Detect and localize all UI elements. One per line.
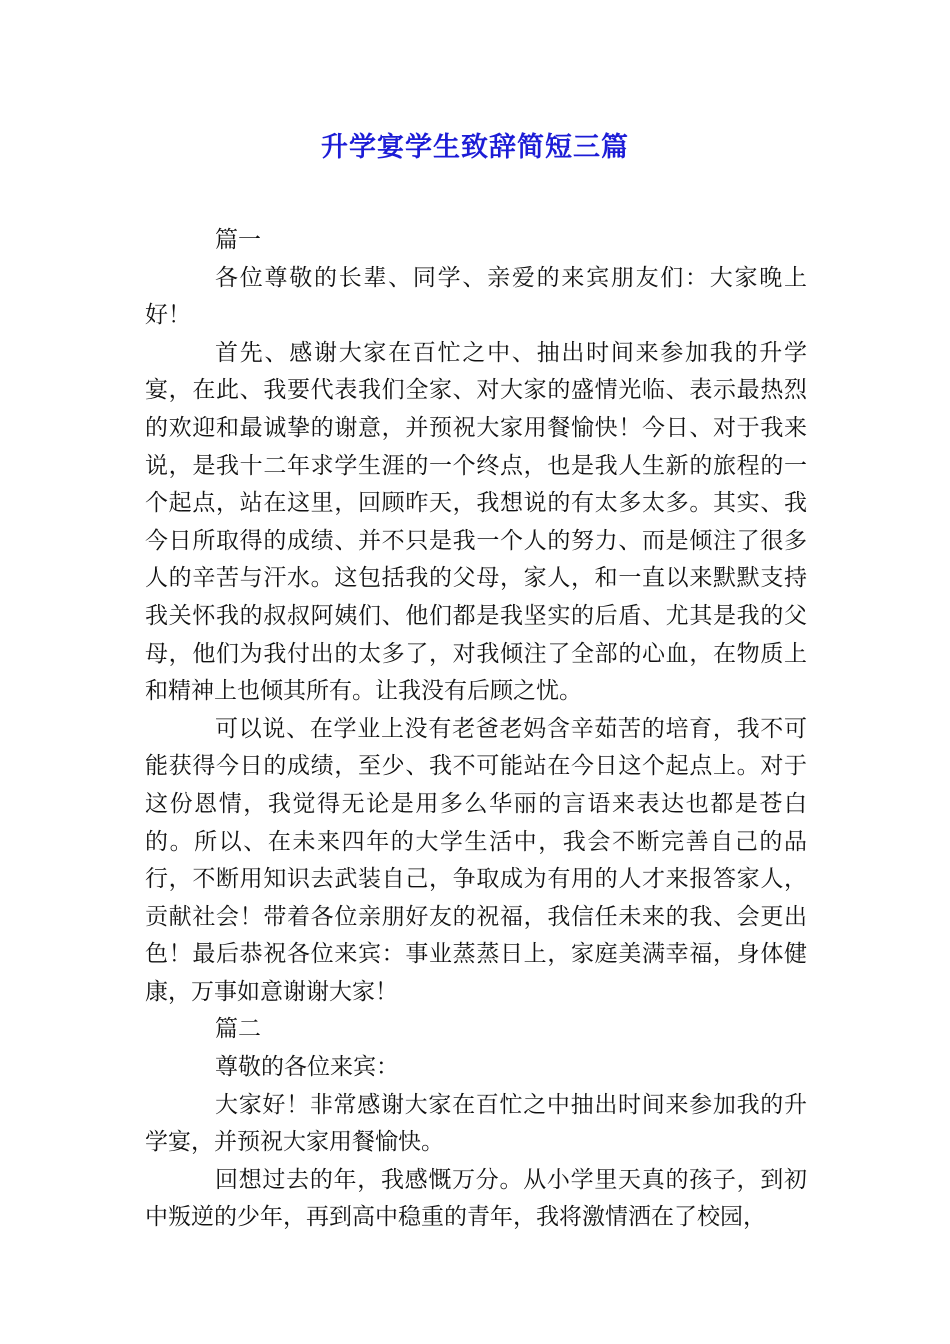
document-body	[145, 222, 807, 1237]
body-paragraph: 回想过去的年，我感慨万分。从小学里天真的孩子，到初中叛逆的少年，再到高中稳重的青年，我将激情洒在了校园，	[145, 1166, 807, 1231]
body-paragraph: 首先、感谢大家在百忙之中、抽出时间来参加我的升学宴，在此、我要代表我们全家、对大家的盛情光临、表示最热烈的欢迎和最诚挚的谢意，并预祝大家用餐愉快！今日、对于我来说，是我十二年求学生涯的一个终点，也是我人生新的旅程的一个起点，站在这里，回顾昨天，我想说的有太多太多。其实、我今日所取得的成绩、并不只是我一个人的努力、而是倾注了很多人的辛苦与汗水。这包括我的父母，家人，和一直以来默默支持我关怀我的叔叔阿姨们、他们都是我坚实的后盾、尤其是我的父母，他们为我付出的太多了，对我倾注了全部的心血，在物质上和精神上也倾其所有。让我没有后顾之忧。	[145, 339, 807, 705]
body-paragraph: 可以说、在学业上没有老爸老妈含辛茹苦的培育，我不可能获得今日的成绩，至少、我不可能站在今日这个起点上。对于这份恩情，我觉得无论是用多么华丽的言语来表达也都是苍白的。所以、在未来四年的大学生活中，我会不断完善自己的品行，不断用知识去武装自己，争取成为有用的人才来报答家人，贡献社会！带着各位亲朋好友的祝福，我信任未来的我、会更出色！最后恭祝各位来宾：事业蒸蒸日上，家庭美满幸福，身体健康，万事如意谢谢大家！	[145, 715, 807, 1005]
salutation-1: 各位尊敬的长辈、同学、亲爱的来宾朋友们：大家晚上好！	[145, 264, 807, 329]
section-heading-1: 篇一	[215, 227, 261, 253]
document-title: 升学宴学生致辞简短三篇	[321, 132, 629, 163]
section-heading-2: 篇二	[215, 1016, 261, 1043]
salutation-2: 尊敬的各位来宾：	[215, 1054, 399, 1081]
body-paragraph: 大家好！非常感谢大家在百忙之中抽出时间来参加我的升学宴，并预祝大家用餐愉快。	[145, 1091, 807, 1156]
